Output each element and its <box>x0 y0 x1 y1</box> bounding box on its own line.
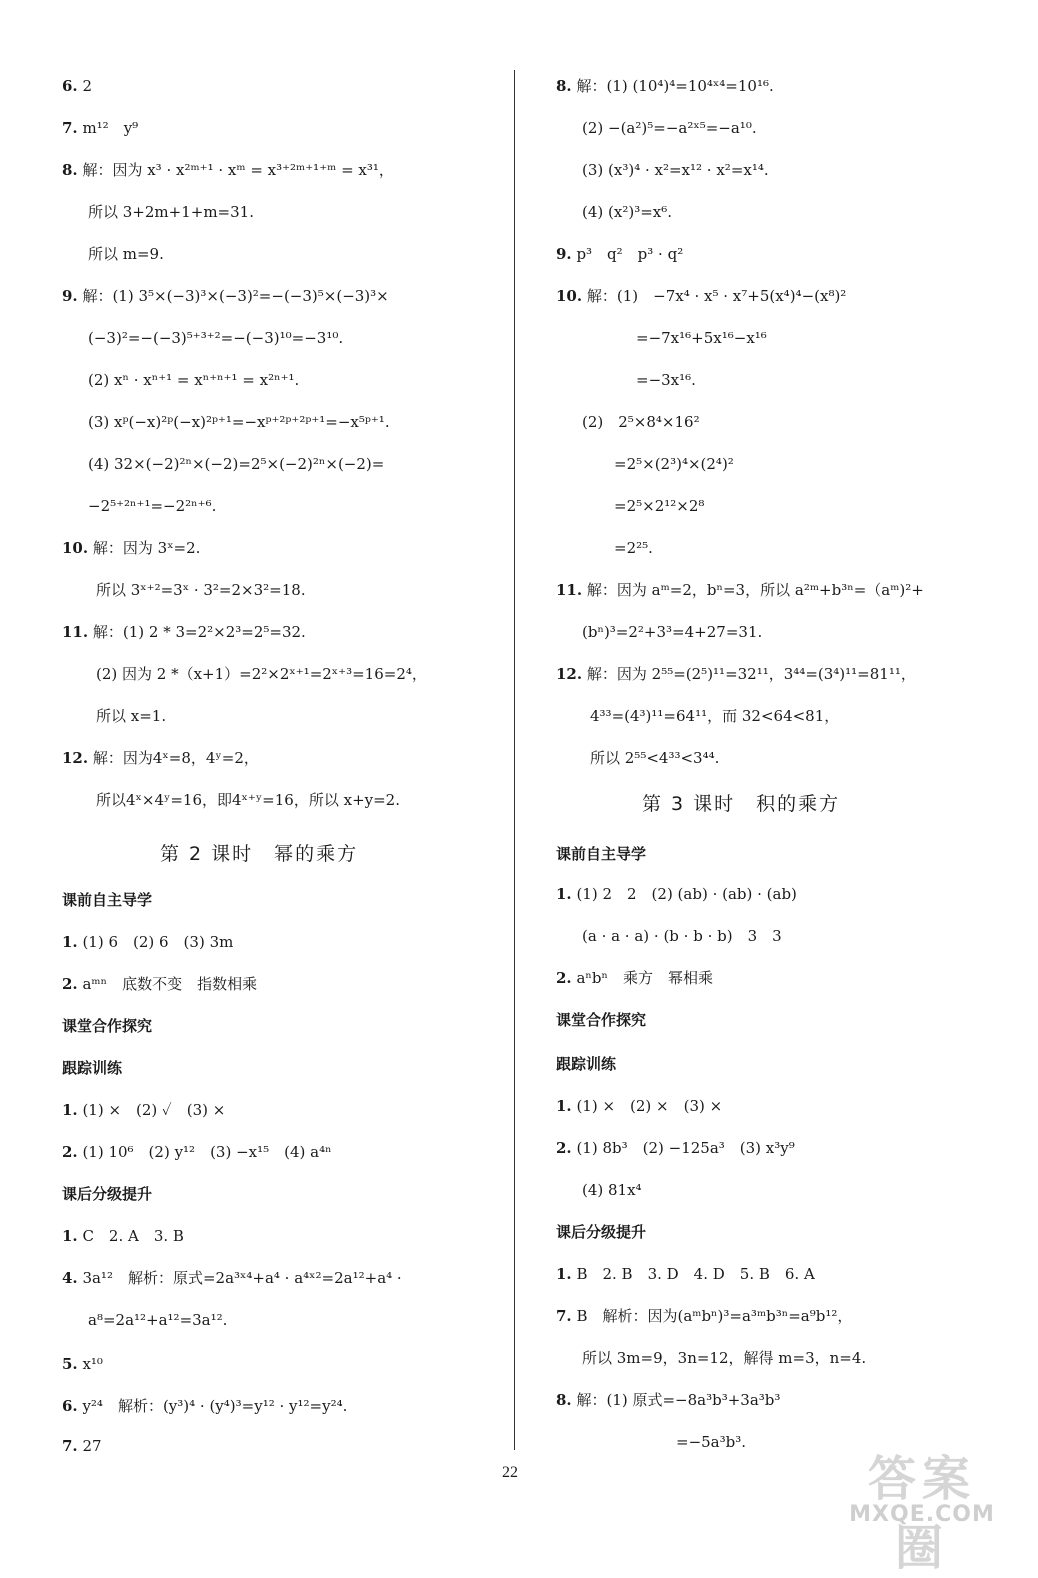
answer-line: 1. (1) × (2) ✓ (3) × <box>62 1101 226 1119</box>
question-number: 10. <box>62 539 89 557</box>
answer-line: −2⁵⁺²ⁿ⁺¹=−2²ⁿ⁺⁶. <box>88 497 217 515</box>
answer-line: =2⁵×2¹²×2⁸ <box>614 497 705 515</box>
answer-line: 9. 解：(1) 3⁵×(−3)³×(−3)²=−(−3)⁵×(−3)³× <box>62 287 389 305</box>
answer-line: 所以 3+2m+1+m=31. <box>88 203 254 221</box>
left-column <box>62 0 532 1536</box>
section-subheading: 课前自主导学 <box>556 845 647 863</box>
section-title: 第 2 课时 幂的乘方 <box>160 843 359 865</box>
answer-line: 11. 解：(1) 2 * 3=2²×2³=2⁵=32. <box>62 623 306 641</box>
answer-line: 8. 解：(1) 原式=−8a³b³+3a³b³ <box>556 1391 781 1409</box>
answer-line: =−3x¹⁶. <box>636 371 696 389</box>
answer-line: (2) 2⁵×8⁴×16² <box>582 413 700 431</box>
question-number: 5. <box>62 1355 78 1373</box>
answer-line: 6. 2 <box>62 77 92 95</box>
answer-line: (2) xⁿ · xⁿ⁺¹ = xⁿ⁺ⁿ⁺¹ = x²ⁿ⁺¹. <box>88 371 300 389</box>
question-number: 1. <box>62 1101 78 1119</box>
question-number: 7. <box>62 1437 78 1455</box>
question-number: 8. <box>556 77 572 95</box>
answer-line: 所以 2⁵⁵<4³³<3⁴⁴. <box>590 749 720 767</box>
watermark <box>822 1440 1022 1576</box>
question-number: 2. <box>62 1143 78 1161</box>
column-divider <box>514 70 515 1450</box>
answer-line: 所以 3m=9，3n=12，解得 m=3，n=4. <box>582 1349 867 1367</box>
question-number: 12. <box>556 665 583 683</box>
question-number: 2. <box>556 1139 572 1157</box>
answer-line: 7. B 解析：因为(aᵐbⁿ)³=a³ᵐb³ⁿ=a⁹b¹²， <box>556 1307 853 1325</box>
answer-line: 10. 解：因为 3ˣ=2. <box>62 539 201 557</box>
answer-line: 2. (1) 10⁶ (2) y¹² (3) −x¹⁵ (4) a⁴ⁿ <box>62 1143 332 1161</box>
answer-line: 1. C 2. A 3. B <box>62 1227 184 1245</box>
question-number: 9. <box>556 245 572 263</box>
question-number: 10. <box>556 287 583 305</box>
question-number: 9. <box>62 287 78 305</box>
answer-line: 2. aⁿbⁿ 乘方 幂相乘 <box>556 969 713 987</box>
answer-line: 12. 解：因为4ˣ=8，4ʸ=2， <box>62 749 259 767</box>
answer-line: (2) −(a²)⁵=−a²ˣ⁵=−a¹⁰. <box>582 119 757 137</box>
answer-line: =2²⁵. <box>614 539 653 557</box>
answer-line: 10. 解：(1) −7x⁴ · x⁵ · x⁷+5(x⁴)⁴−(x⁸)² <box>556 287 847 305</box>
answer-line: =−5a³b³. <box>676 1433 747 1451</box>
answer-line: 4³³=(4³)¹¹=64¹¹，而 32<64<81， <box>590 707 840 725</box>
answer-line: a⁸=2a¹²+a¹²=3a¹². <box>88 1311 228 1329</box>
question-number: 1. <box>556 885 572 903</box>
answer-line: 4. 3a¹² 解析：原式=2a³ˣ⁴+a⁴ · a⁴ˣ²=2a¹²+a⁴ · <box>62 1269 402 1287</box>
answer-line: (3) xᵖ(−x)²ᵖ(−x)²ᵖ⁺¹=−xᵖ⁺²ᵖ⁺²ᵖ⁺¹=−x⁵ᵖ⁺¹. <box>88 413 390 431</box>
question-number: 1. <box>556 1265 572 1283</box>
answer-line: 1. (1) 6 (2) 6 (3) 3m <box>62 933 234 951</box>
section-subheading: 课后分级提升 <box>556 1223 647 1241</box>
section-subheading: 课堂合作探究 <box>556 1011 647 1029</box>
question-number: 1. <box>556 1097 572 1115</box>
answer-line: 7. m¹² y⁹ <box>62 119 139 137</box>
answer-line: 所以 3ˣ⁺²=3ˣ · 3²=2×3²=18. <box>96 581 306 599</box>
section-subheading: 课前自主导学 <box>62 891 153 909</box>
question-number: 8. <box>62 161 78 179</box>
answer-line: (4) (x²)³=x⁶. <box>582 203 673 221</box>
question-number: 7. <box>62 119 78 137</box>
answer-line: 所以 x=1. <box>96 707 167 725</box>
section-title: 第 3 课时 积的乘方 <box>642 793 841 815</box>
answer-line: 8. 解：(1) (10⁴)⁴=10⁴ˣ⁴=10¹⁶. <box>556 77 774 95</box>
answer-line: =−7x¹⁶+5x¹⁶−x¹⁶ <box>636 329 767 347</box>
answer-line: 6. y²⁴ 解析：(y³)⁴ · (y⁴)³=y¹² · y¹²=y²⁴. <box>62 1397 348 1415</box>
answer-line: 5. x¹⁰ <box>62 1355 103 1373</box>
answer-line: (a · a · a) · (b · b · b) 3 3 <box>582 927 782 945</box>
answer-line: (2) 因为 2 *（x+1）=2²×2ˣ⁺¹=2ˣ⁺³=16=2⁴， <box>96 665 427 683</box>
answer-line: 1. (1) × (2) × (3) × <box>556 1097 723 1115</box>
answer-line: (bⁿ)³=2²+3³=4+27=31. <box>582 623 763 641</box>
section-subheading: 跟踪训练 <box>556 1055 617 1073</box>
answer-line: =2⁵×(2³)⁴×(2⁴)² <box>614 455 734 473</box>
answer-line: 12. 解：因为 2⁵⁵=(2⁵)¹¹=32¹¹，3⁴⁴=(3⁴)¹¹=81¹¹， <box>556 665 916 683</box>
question-number: 4. <box>62 1269 78 1287</box>
question-number: 12. <box>62 749 89 767</box>
answer-line: 所以 m=9. <box>88 245 164 263</box>
answer-line: (−3)²=−(−3)⁵⁺³⁺²=−(−3)¹⁰=−3¹⁰. <box>88 329 344 347</box>
question-number: 2. <box>62 975 78 993</box>
answer-line: 所以4ˣ×4ʸ=16，即4ˣ⁺ʸ=16，所以 x+y=2. <box>96 791 400 809</box>
question-number: 7. <box>556 1307 572 1325</box>
answer-line: 1. B 2. B 3. D 4. D 5. B 6. A <box>556 1265 815 1283</box>
question-number: 11. <box>62 623 89 641</box>
answer-line: 7. 27 <box>62 1437 102 1455</box>
answer-line: (4) 81x⁴ <box>582 1181 642 1199</box>
question-number: 6. <box>62 1397 78 1415</box>
question-number: 6. <box>62 77 78 95</box>
question-number: 1. <box>62 1227 78 1245</box>
answer-line: 2. aᵐⁿ 底数不变 指数相乘 <box>62 975 258 993</box>
watermark-logo: 答案圈 <box>867 1451 976 1576</box>
question-number: 11. <box>556 581 583 599</box>
question-number: 2. <box>556 969 572 987</box>
answer-line: (4) 32×(−2)²ⁿ×(−2)=2⁵×(−2)²ⁿ×(−2)= <box>88 455 385 473</box>
watermark-site: MXQE.COM <box>849 1502 995 1527</box>
page-number: 22 <box>502 1464 518 1481</box>
answer-line: 1. (1) 2 2 (2) (ab) · (ab) · (ab) <box>556 885 797 903</box>
answer-line: 11. 解：因为 aᵐ=2，bⁿ=3，所以 a²ᵐ+b³ⁿ=（aᵐ)²+ <box>556 581 924 599</box>
answer-line: (3) (x³)⁴ · x²=x¹² · x²=x¹⁴. <box>582 161 769 179</box>
section-subheading: 跟踪训练 <box>62 1059 123 1077</box>
section-subheading: 课后分级提升 <box>62 1185 153 1203</box>
section-subheading: 课堂合作探究 <box>62 1017 153 1035</box>
answer-line: 8. 解：因为 x³ · x²ᵐ⁺¹ · xᵐ = x³⁺²ᵐ⁺¹⁺ᵐ = x³¹， <box>62 161 394 179</box>
question-number: 8. <box>556 1391 572 1409</box>
right-column <box>556 0 1026 1536</box>
answer-line: 9. p³ q² p³ · q² <box>556 245 684 263</box>
question-number: 1. <box>62 933 78 951</box>
answer-line: 2. (1) 8b³ (2) −125a³ (3) x³y⁹ <box>556 1139 795 1157</box>
